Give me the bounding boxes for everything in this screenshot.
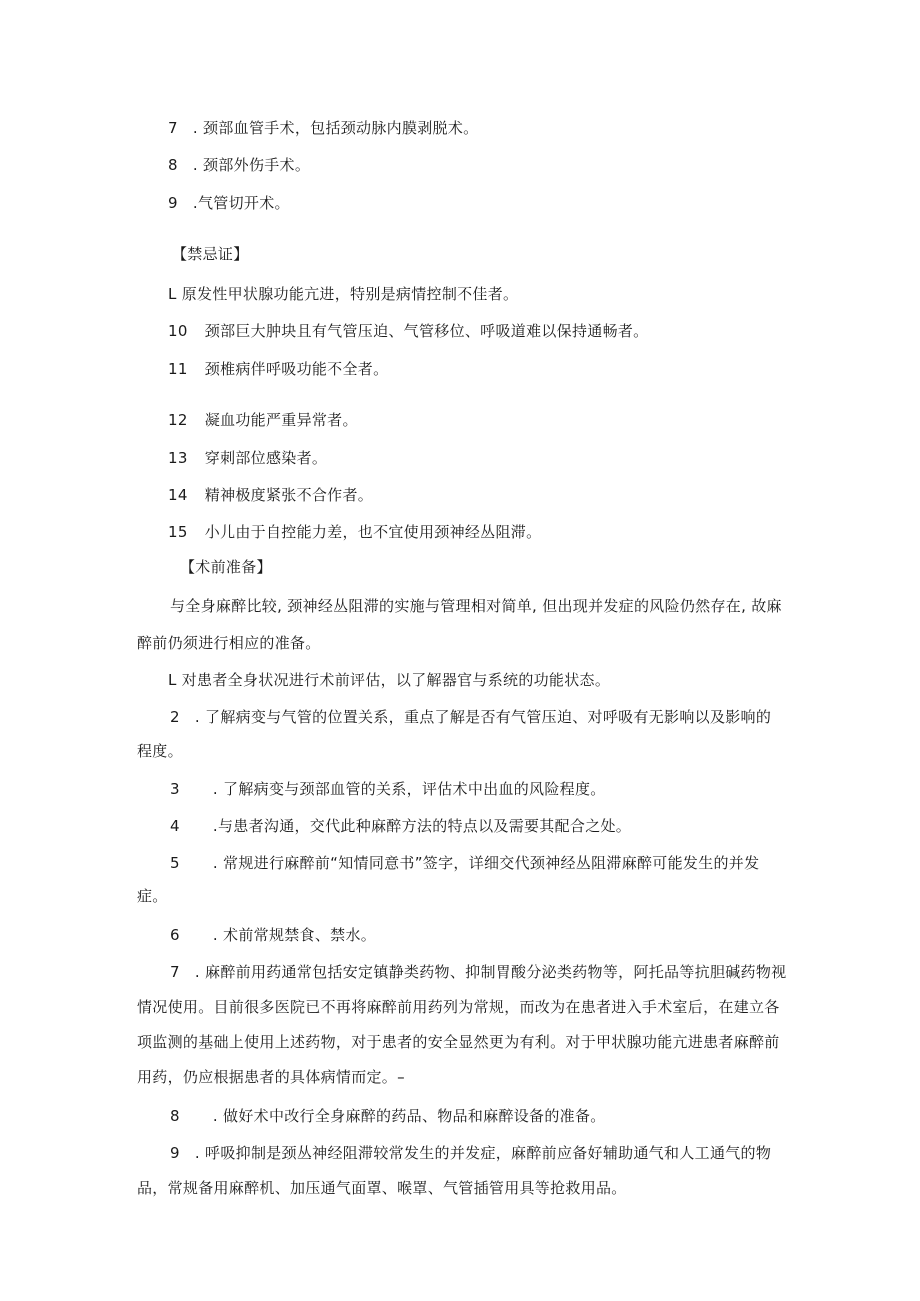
item-text: .气管切开术。 [192,194,290,212]
preop-item-7-cont: 项监测的基础上使用上述药物，对于患者的安全显然更为有利。对于甲状腺功能亢进患者麻醉前 [137,1033,780,1051]
preop-item-9-cont: 品，常规备用麻醉机、加压通气面罩、喉罩、气管插管用具等抢救用品。 [137,1179,627,1197]
item-number: 4 [170,817,180,835]
preop-item-5-cont: 症。 [137,887,168,905]
item-text: . 了解病变与颈部血管的关系，评估术中出血的风险程度。 [212,780,606,798]
item-text: .与患者沟通，交代此种麻醉方法的特点以及需要其配合之处。 [212,817,632,835]
preop-item-7-cont: 用药，仍应根据患者的具体病情而定。– [137,1068,405,1086]
section-heading-contraindications: 【禁忌证】 [172,245,249,263]
preop-item-4 [170,816,631,836]
item-number: 10 [168,322,188,340]
preop-item-6 [170,925,376,945]
indication-item-7 [168,118,478,138]
contraindication-item [168,448,327,468]
preop-item-1: L 对患者全身状况进行术前评估，以了解器官与系统的功能状态。 [168,671,611,689]
item-text: . 了解病变与气管的位置关系，重点了解是否有气管压迫、对呼吸有无影响以及影响的 [194,708,772,726]
item-text: . 麻醉前用药通常包括安定镇静类药物、抑制胃酸分泌类药物等，阿托品等抗胆碱药物视 [194,963,787,981]
item-text: . 术前常规禁食、禁水。 [212,926,377,944]
preop-item-7 [170,962,786,982]
item-number: 12 [168,411,188,429]
item-number: 2 [170,708,180,726]
section-heading-preop: 【术前准备】 [180,558,272,576]
item-number: 7 [170,963,180,981]
item-number: 7 [168,119,178,137]
item-text: 小儿由于自控能力差，也不宜使用颈神经丛阻滞。 [204,523,542,541]
item-number: 9 [170,1144,180,1162]
item-text: . 颈部血管手术，包括颈动脉内膜剥脱术。 [192,119,479,137]
contraindication-item [168,359,388,379]
preop-intro-line-1: 与全身麻醉比较, 颈神经丛阻滞的实施与管理相对简单, 但出现并发症的风险仍然存在, 故麻 [170,597,782,615]
item-number: 14 [168,486,188,504]
contraindication-item [168,321,648,341]
item-text: 颈椎病伴呼吸功能不全者。 [204,360,389,378]
item-text: L 原发性甲状腺功能亢进，特别是病情控制不佳者。 [168,285,519,303]
preop-item-9 [170,1143,771,1163]
item-text: . 呼吸抑制是颈丛神经阻滞较常发生的并发症，麻醉前应备好辅助通气和人工通气的物 [194,1144,772,1162]
preop-item-2 [170,707,771,727]
item-number: 8 [168,156,178,174]
item-text: . 颈部外伤手术。 [192,156,311,174]
preop-item-5 [170,853,759,873]
item-number: 8 [170,1107,180,1125]
item-text: 精神极度紧张不合作者。 [204,486,374,504]
preop-item-3 [170,779,606,799]
contraindication-item [168,485,373,505]
item-number: 9 [168,194,178,212]
contraindication-item [168,410,358,430]
item-text: 凝血功能严重异常者。 [204,411,358,429]
preop-item-8 [170,1106,606,1126]
item-text: 颈部巨大肿块且有气管压迫、气管移位、呼吸道难以保持通畅者。 [204,322,649,340]
item-text: 穿刺部位感染者。 [204,449,328,467]
item-text: . 做好术中改行全身麻醉的药品、物品和麻醉设备的准备。 [212,1107,606,1125]
indication-item-9 [168,193,290,213]
item-text: . 常规进行麻醉前“知情同意书”签字，详细交代颈神经丛阻滞麻醉可能发生的并发 [212,854,760,872]
item-number: 13 [168,449,188,467]
item-number: 6 [170,926,180,944]
contraindication-item [168,284,518,304]
item-number: 5 [170,854,180,872]
item-number: 3 [170,780,180,798]
preop-intro-line-2: 醉前仍须进行相应的准备。 [137,634,321,652]
item-number: 11 [168,360,188,378]
preop-item-7-cont: 情况使用。目前很多医院已不再将麻醉前用药列为常规，而改为在患者进入手术室后，在建立各 [137,998,780,1016]
contraindication-item [168,522,541,542]
indication-item-8 [168,155,310,175]
item-number: 15 [168,523,188,541]
preop-item-2-cont: 程度。 [137,742,183,760]
